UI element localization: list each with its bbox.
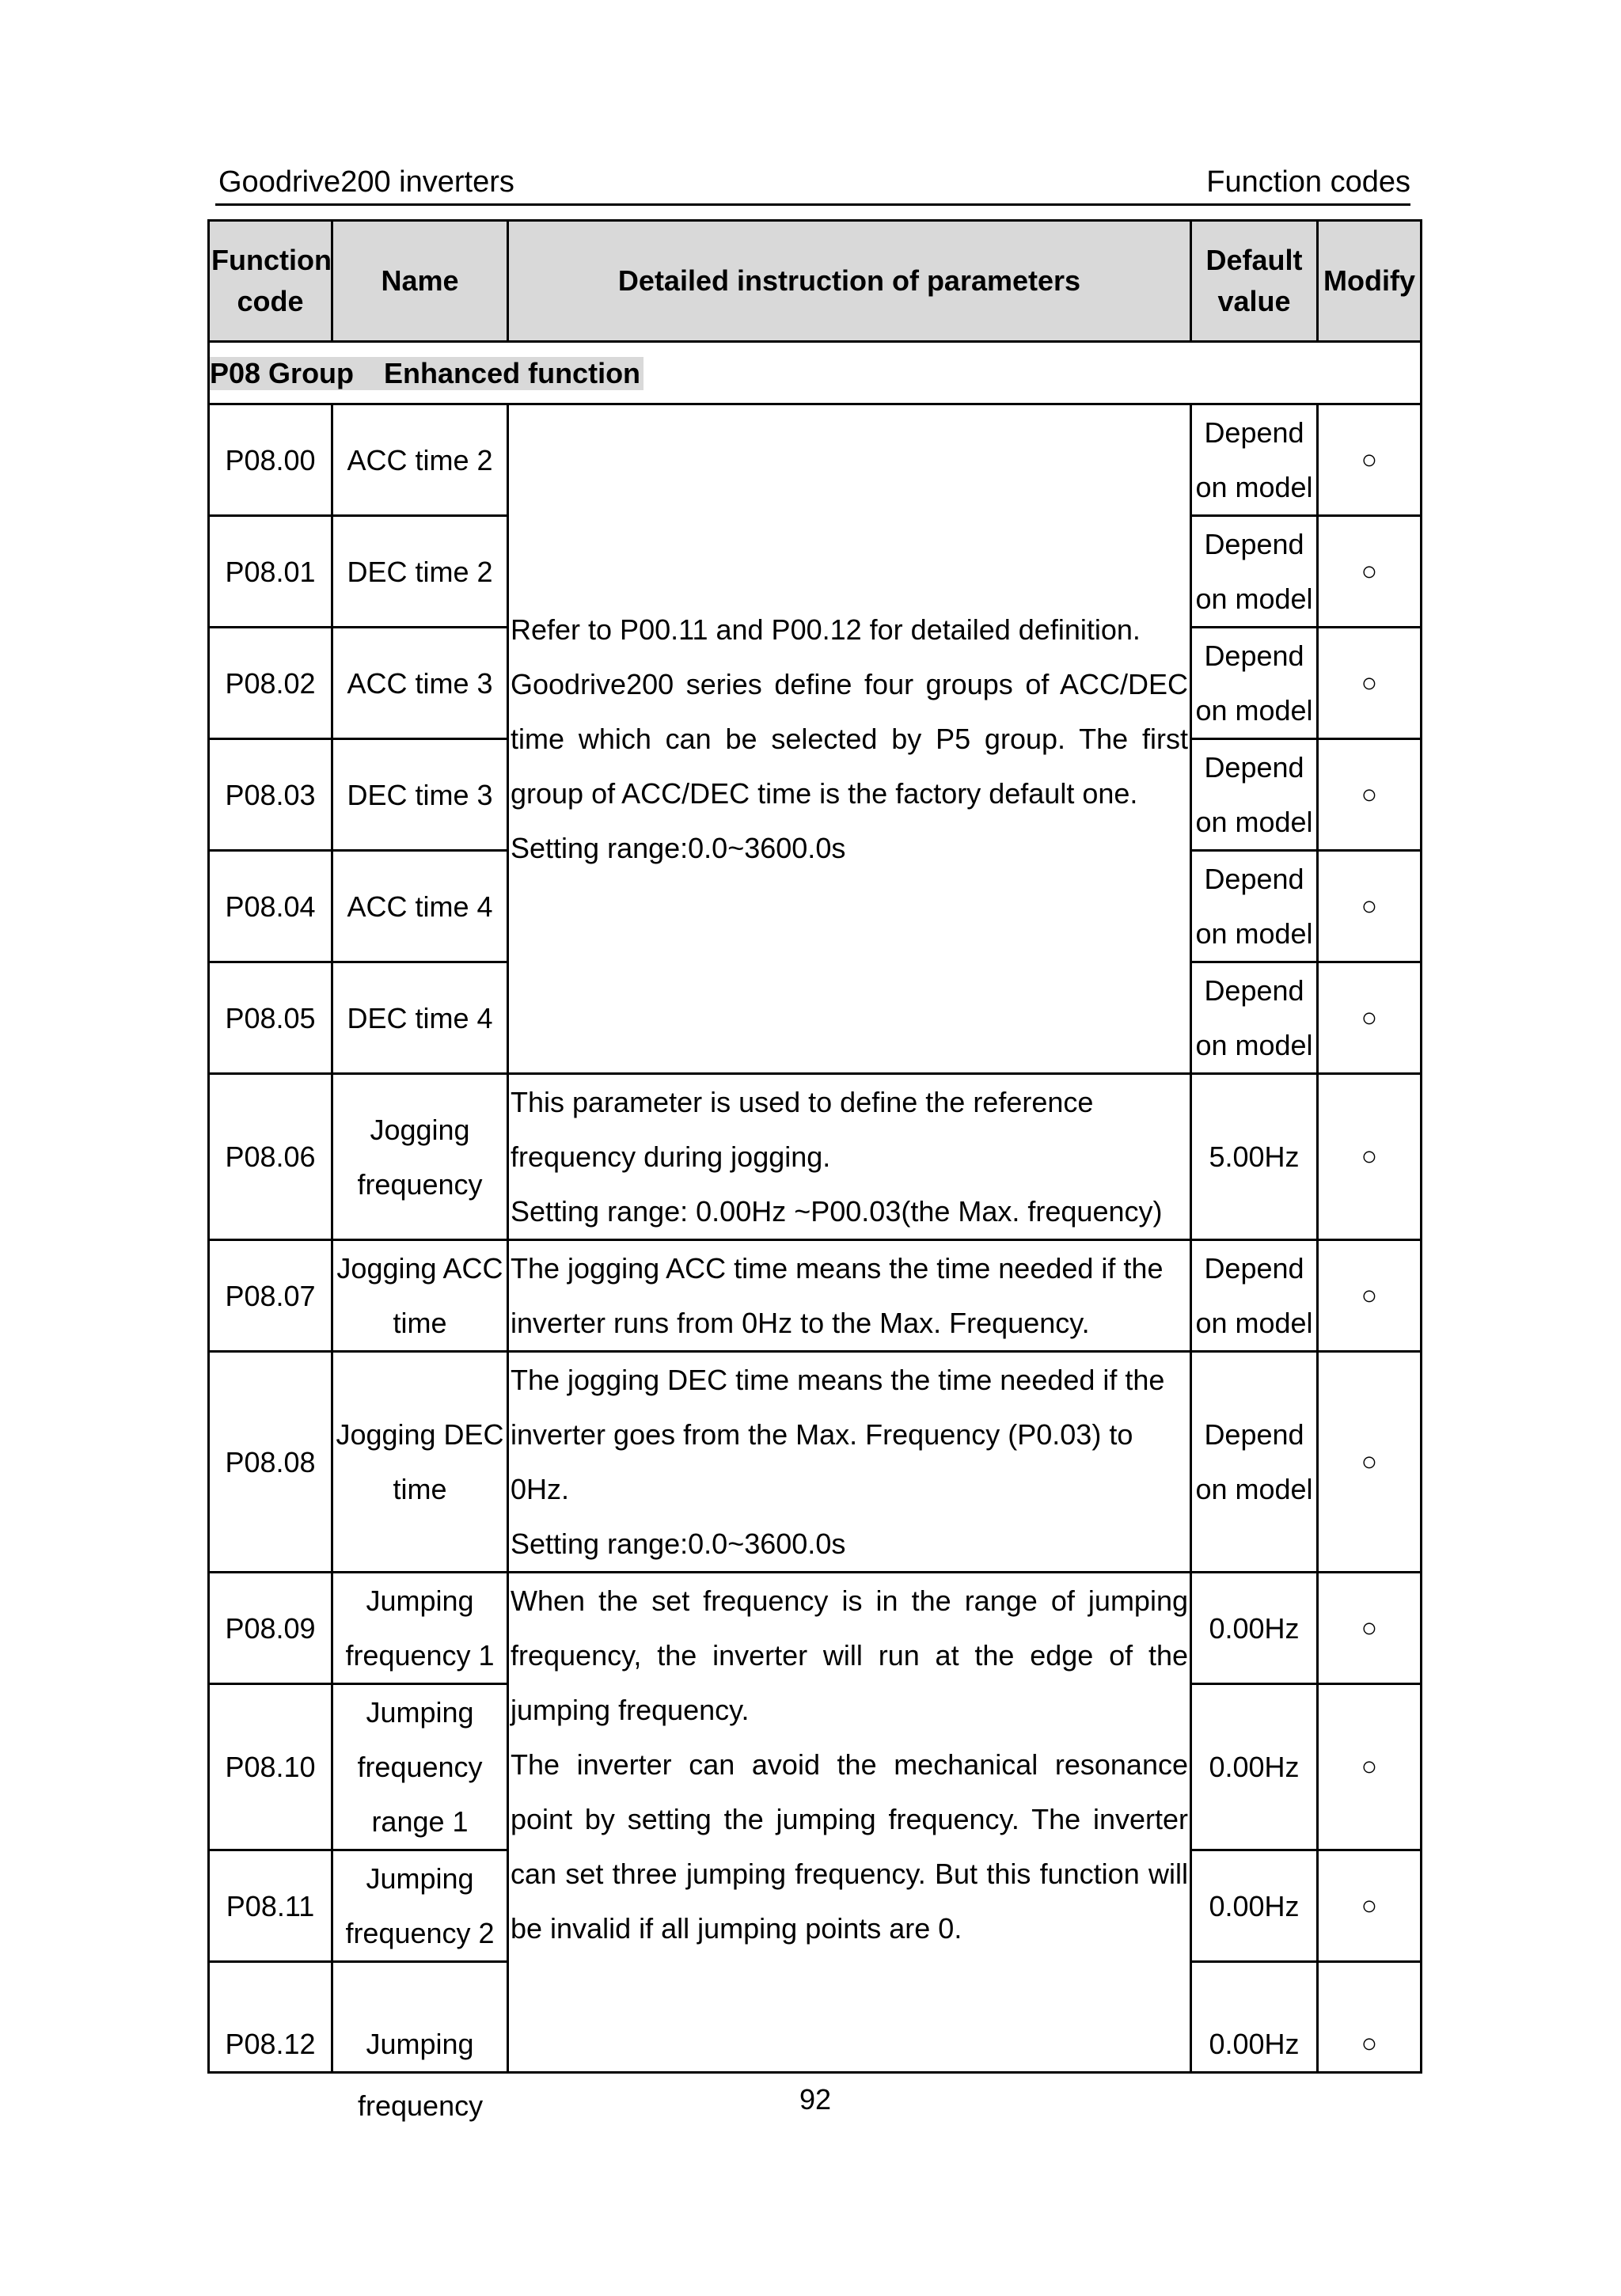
description: This parameter is used to define the reference frequency during jogging. Setting range: 0.00Hz ~P00.03(the Max. frequency) bbox=[508, 1074, 1191, 1240]
default-value: 0.00Hz bbox=[1191, 1573, 1318, 1684]
modify-indicator: ○ bbox=[1318, 1240, 1422, 1352]
col-header-default: Default value bbox=[1191, 221, 1318, 342]
param-name: DEC time 4 bbox=[332, 962, 508, 1074]
description: The jogging DEC time means the time needed if the inverter goes from the Max. Frequency (P0.03) to 0Hz. Setting range:0.0~3600.0s bbox=[508, 1352, 1191, 1573]
function-code: P08.11 bbox=[209, 1850, 332, 1962]
default-value: Depend on model bbox=[1191, 628, 1318, 739]
default-value: 5.00Hz bbox=[1191, 1074, 1318, 1240]
param-name: DEC time 2 bbox=[332, 516, 508, 628]
param-name: ACC time 2 bbox=[332, 404, 508, 516]
modify-indicator: ○ bbox=[1318, 1962, 1422, 2073]
param-name: Jumping frequency range 1 bbox=[332, 1684, 508, 1850]
group-title: P08 Group Enhanced function bbox=[210, 357, 643, 390]
table-row bbox=[209, 1573, 1422, 1684]
param-name: Jumping frequency 1 bbox=[332, 1573, 508, 1684]
modify-indicator: ○ bbox=[1318, 1684, 1422, 1850]
col-header-detail: Detailed instruction of parameters bbox=[508, 221, 1191, 342]
col-header-name: Name bbox=[332, 221, 508, 342]
function-code: P08.05 bbox=[209, 962, 332, 1074]
default-value: Depend on model bbox=[1191, 739, 1318, 851]
modify-indicator: ○ bbox=[1318, 962, 1422, 1074]
modify-indicator: ○ bbox=[1318, 1074, 1422, 1240]
col-header-modify: Modify bbox=[1318, 221, 1422, 342]
page-number: 92 bbox=[799, 2083, 832, 2116]
parameter-table bbox=[207, 219, 1422, 2074]
shared-description-acc-dec: Refer to P00.11 and P00.12 for detailed definition. Goodrive200 series define four groups of ACC/DEC time which can be selected by P5 group. The first group of ACC/DEC time is the factory default one. Setting range:0.0~3600.0s bbox=[508, 404, 1191, 1074]
param-name: DEC time 3 bbox=[332, 739, 508, 851]
default-value: Depend on model bbox=[1191, 404, 1318, 516]
modify-indicator: ○ bbox=[1318, 628, 1422, 739]
function-code: P08.04 bbox=[209, 851, 332, 962]
modify-indicator: ○ bbox=[1318, 404, 1422, 516]
table-row bbox=[209, 1074, 1422, 1240]
modify-indicator: ○ bbox=[1318, 1850, 1422, 1962]
param-name: Jogging ACC time bbox=[332, 1240, 508, 1352]
group-row bbox=[209, 342, 1422, 404]
default-value: 0.00Hz bbox=[1191, 1962, 1318, 2073]
modify-indicator: ○ bbox=[1318, 739, 1422, 851]
function-code: P08.00 bbox=[209, 404, 332, 516]
function-code: P08.07 bbox=[209, 1240, 332, 1352]
param-name-overflow: frequency bbox=[358, 2089, 484, 2122]
default-value: Depend on model bbox=[1191, 1240, 1318, 1352]
function-code: P08.06 bbox=[209, 1074, 332, 1240]
default-value: Depend on model bbox=[1191, 1352, 1318, 1573]
header-rule bbox=[215, 203, 1410, 206]
default-value: Depend on model bbox=[1191, 962, 1318, 1074]
modify-indicator: ○ bbox=[1318, 851, 1422, 962]
table-row bbox=[209, 1240, 1422, 1352]
shared-description-jumping: When the set frequency is in the range of jumping frequency, the inverter will run at the edge of the jumping frequency. The inverter can avoid the mechanical resonance point by setting the jumping frequency. The inverter can set three jumping frequency. But this function will be invalid if all jumping points are 0. bbox=[508, 1573, 1191, 2073]
default-value: 0.00Hz bbox=[1191, 1684, 1318, 1850]
function-code: P08.10 bbox=[209, 1684, 332, 1850]
running-header-title: Goodrive200 inverters bbox=[218, 165, 514, 199]
function-code: P08.09 bbox=[209, 1573, 332, 1684]
table-row bbox=[209, 404, 1422, 516]
modify-indicator: ○ bbox=[1318, 1573, 1422, 1684]
col-header-code: Function code bbox=[209, 221, 332, 342]
default-value: Depend on model bbox=[1191, 516, 1318, 628]
modify-indicator: ○ bbox=[1318, 516, 1422, 628]
function-code: P08.03 bbox=[209, 739, 332, 851]
default-value: Depend on model bbox=[1191, 851, 1318, 962]
function-code: P08.12 bbox=[209, 1962, 332, 2073]
function-code: P08.01 bbox=[209, 516, 332, 628]
param-name: ACC time 3 bbox=[332, 628, 508, 739]
running-header-section: Function codes bbox=[1206, 165, 1410, 199]
param-name: Jogging frequency bbox=[332, 1074, 508, 1240]
description: The jogging ACC time means the time needed if the inverter runs from 0Hz to the Max. Frequency. bbox=[508, 1240, 1191, 1352]
default-value: 0.00Hz bbox=[1191, 1850, 1318, 1962]
table-row bbox=[209, 1352, 1422, 1573]
modify-indicator: ○ bbox=[1318, 1352, 1422, 1573]
param-name: Jumping frequency 2 bbox=[332, 1850, 508, 1962]
param-name: Jogging DEC time bbox=[332, 1352, 508, 1573]
function-code: P08.02 bbox=[209, 628, 332, 739]
function-code: P08.08 bbox=[209, 1352, 332, 1573]
table-header-row bbox=[209, 221, 1422, 342]
param-name: ACC time 4 bbox=[332, 851, 508, 962]
param-name: Jumping bbox=[332, 1962, 508, 2073]
